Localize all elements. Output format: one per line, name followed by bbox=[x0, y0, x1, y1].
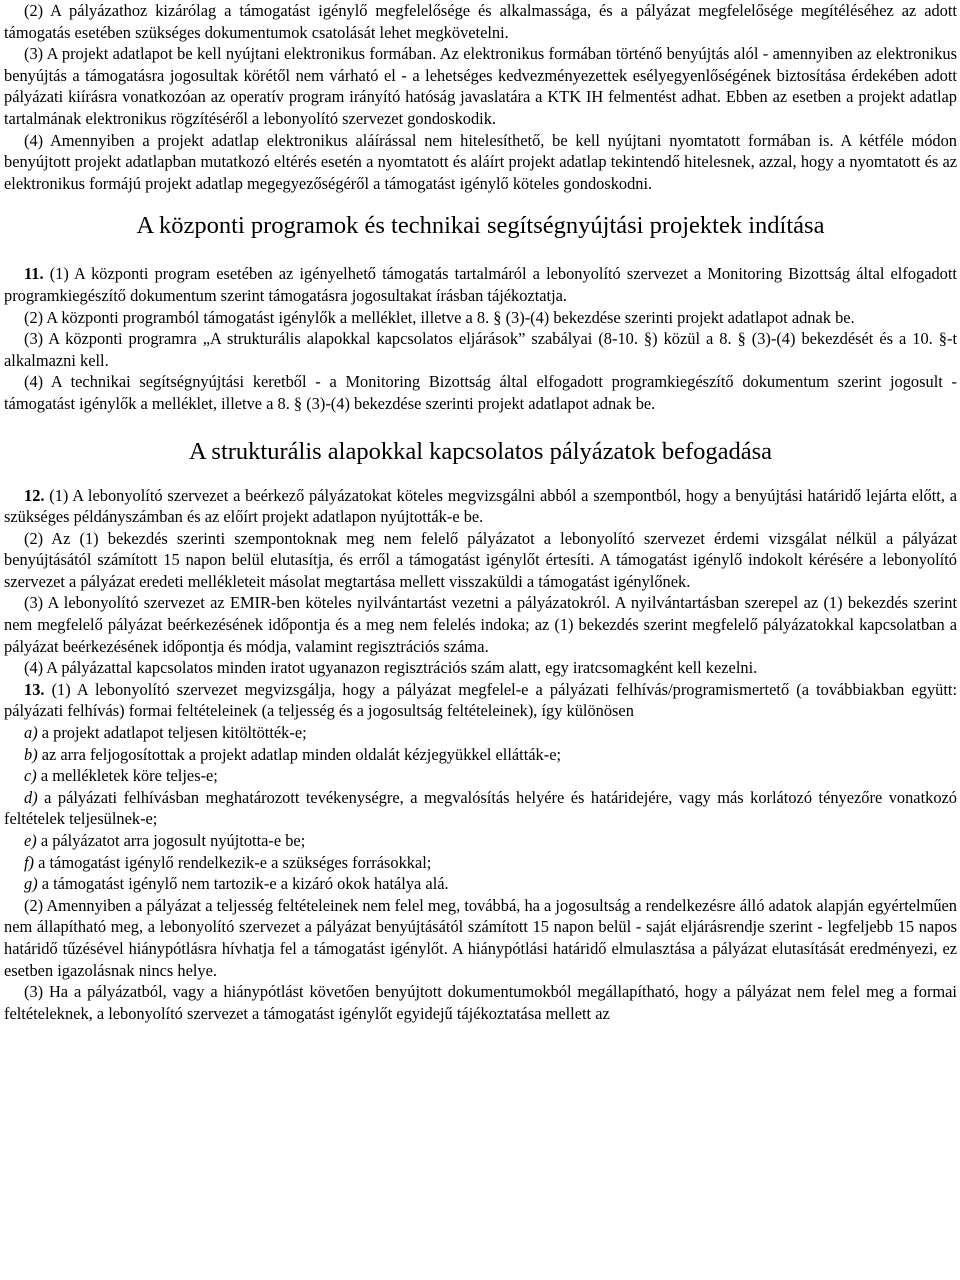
list-letter: b) bbox=[24, 744, 38, 764]
paragraph-11-1-text: (1) A központi program esetében az igényelhető támogatás tartalmáról a lebonyolító szervezet a Monitoring Bizottság által elfogadott programkiegészítő dokumentum szerint támogatásra jogosultakat írásban tájékoztatja. bbox=[4, 264, 957, 305]
paragraph-11-3: (3) A központi programra „A strukturális alapokkal kapcsolatos eljárások” szabályai (8-10. §) közül a 8. § (3)-(4) bekezdését és a 10. §-t alkalmazni kell. bbox=[4, 329, 957, 370]
list-text: a pályázatot arra jogosult nyújtotta-e be; bbox=[36, 831, 306, 850]
list-text: a projekt adatlapot teljesen kitöltötték-e; bbox=[37, 723, 307, 743]
section-number-11: 11. bbox=[24, 264, 44, 284]
section-heading-structural-funds: A strukturális alapokkal kapcsolatos pályázatok befogadása bbox=[188, 437, 773, 465]
paragraph-8-3: (3) A projekt adatlapot be kell nyújtani elektronikus formában. Az elektronikus formában történő benyújtás alól - amennyiben az elektronikus benyújtás a támogatásra jogosultak körétől nem várható el - a lehetséges kedvezményezettek esélyegyenlőségének biztosítása érdekében adott pályázati kiírásra vonatkozóan az operatív program irányító hatóság javaslatára a KTK IH felmentést adhat. Ebben az esetben a projekt adatlap tartalmának elektronikus rögzítéséről a lebonyolító szervezet gondoskodik. bbox=[4, 44, 957, 128]
paragraph-13-1-text: (1) A lebonyolító szervezet megvizsgálja, hogy a pályázat megfelel-e a pályázati felhívás/programismertető (a továbbiakban együtt: pályázati felhívás) formai feltételeinek (a teljesség és a jogosultság feltételeinek), így különösen bbox=[4, 679, 957, 721]
section-heading-central-programs: A központi programok és technikai segítségnyújtási projektek indítása bbox=[136, 212, 825, 240]
list-letter: g) bbox=[24, 874, 38, 894]
paragraph-11-4: (4) A technikai segítségnyújtási keretből - a Monitoring Bizottság által elfogadott programkiegészítő dokumentum szerint jogosult - támogatást igénylők a melléklet, illetve a 8. § (3)-(4) bekezdése szerinti projekt adatlapot adnak be. bbox=[4, 372, 957, 413]
paragraph-13-1 bbox=[4, 679, 957, 722]
list-item-d bbox=[4, 787, 957, 830]
paragraph-12-2: (2) Az (1) bekezdés szerinti szempontoknak meg nem felelő pályázatot a lebonyolító szervezet érdemi vizsgálat nélkül a pályázat benyújtásától számított 15 napon belül elutasítja, és erről a támogatást igénylőt értesíti. A támogatást igénylő indokolt kérésére a lebonyolító szervezet a pályázat eredeti mellékleteit másolat megtartása mellett visszaküldi a támogatást igénylőnek. bbox=[4, 528, 957, 591]
list-text: a támogatást igénylő rendelkezik-e a szükséges forrásokkal; bbox=[34, 852, 432, 872]
paragraph-8-2: (2) A pályázathoz kizárólag a támogatást igénylő megfelelősége és alkalmassága, és a pályázat megfelelősége megítéléséhez az adott támogatás esetében szükséges dokumentumok csatolását lehet megkövetelni. bbox=[4, 1, 957, 42]
list-text: a pályázati felhívásban meghatározott tevékenységre, a megvalósítás helyére és határidejére, vagy más korlátozó tényezőre vonatkozó feltételek teljesülnek-e; bbox=[4, 787, 957, 829]
list-letter: f) bbox=[24, 852, 35, 872]
list-letter: e) bbox=[24, 831, 37, 850]
list-item-a bbox=[4, 722, 957, 744]
paragraph-12-1-text: (1) A lebonyolító szervezet a beérkező pályázatokat köteles megvizsgálni abból a szempontból, hogy a benyújtási határidő lejárta előtt, a szükséges példányszámban és az előírt projekt adatlapon nyújtották-e be. bbox=[4, 485, 957, 527]
paragraph-8-4: (4) Amennyiben a projekt adatlap elektronikus aláírással nem hitelesíthető, be kell nyújtani nyomtatott formában is. A kétféle módon benyújtott projekt adatlapban mutatkozó eltérés esetén a nyomtatott és aláírt projekt adatlap tekintendő hitelesnek, azzal, hogy a nyomtatott és az elektronikus formájú projekt adatlap megegyezőségéről a támogatást igénylő köteles gondoskodni. bbox=[4, 130, 957, 193]
list-text: a támogatást igénylő nem tartozik-e a kizáró okok hatálya alá. bbox=[37, 874, 449, 894]
list-item-c bbox=[4, 765, 957, 787]
list-item-f bbox=[4, 852, 957, 874]
list-text: a mellékletek köre teljes-e; bbox=[36, 766, 218, 786]
list-letter: d) bbox=[24, 787, 38, 807]
paragraph-13-3: (3) Ha a pályázatból, vagy a hiánypótlást követően benyújtott dokumentumokból megállapítható, hogy a pályázat nem felel meg a formai feltételeknek, a lebonyolító szervezet a támogatást igénylőt egyidejű tájékoztatása mellett az bbox=[4, 982, 957, 1023]
list-letter: a) bbox=[24, 723, 38, 743]
section-number-12: 12. bbox=[24, 485, 45, 505]
list-letter: c) bbox=[24, 766, 37, 786]
paragraph-12-1 bbox=[4, 485, 957, 528]
paragraph-12-3: (3) A lebonyolító szervezet az EMIR-ben köteles nyilvántartást vezetni a pályázatokról. A nyilvántartásban szerepel az (1) bekezdés szerint nem megfelelő pályázat beérkezésének időpontja és a meg nem felelés indoka; az (1) bekezdés szerint megfelelő pályázatokkal kapcsolatban a pályázat beérkezésének időpontja és módja, valamint regisztrációs száma. bbox=[4, 593, 957, 656]
paragraph-11-2: (2) A központi programból támogatást igénylők a melléklet, illetve a 8. § (3)-(4) bekezdése szerinti projekt adatlapot adnak be. bbox=[24, 307, 855, 327]
paragraph-13-2: (2) Amennyiben a pályázat a teljesség feltételeinek nem felel meg, továbbá, ha a jogosultság a rendelkezésre álló adatok alapján egyértelműen nem állapítható meg, a lebonyolító szervezet a pályázat benyújtásától számított 15 napon belül - saját eljárásrendje szerint - legfeljebb 15 napos határidő tűzésével hiánypótlásra hívhatja fel a támogatást igénylőt. A hiánypótlási határidő elmulasztása a pályázat elutasítását eredményezi, ez esetben igazolásnak nincs helye. bbox=[4, 895, 957, 980]
paragraph-11-1 bbox=[4, 263, 957, 306]
list-item-g bbox=[4, 873, 957, 895]
list-text: az arra feljogosítottak a projekt adatlap minden oldalát kézjegyükkel ellátták-e; bbox=[37, 744, 562, 764]
paragraph-12-4: (4) A pályázattal kapcsolatos minden iratot ugyanazon regisztrációs szám alatt, egy iratcsomagként kell kezelni. bbox=[24, 658, 758, 678]
list-item-e bbox=[4, 830, 957, 852]
list-item-b bbox=[4, 744, 957, 766]
section-number-13: 13. bbox=[24, 679, 45, 699]
